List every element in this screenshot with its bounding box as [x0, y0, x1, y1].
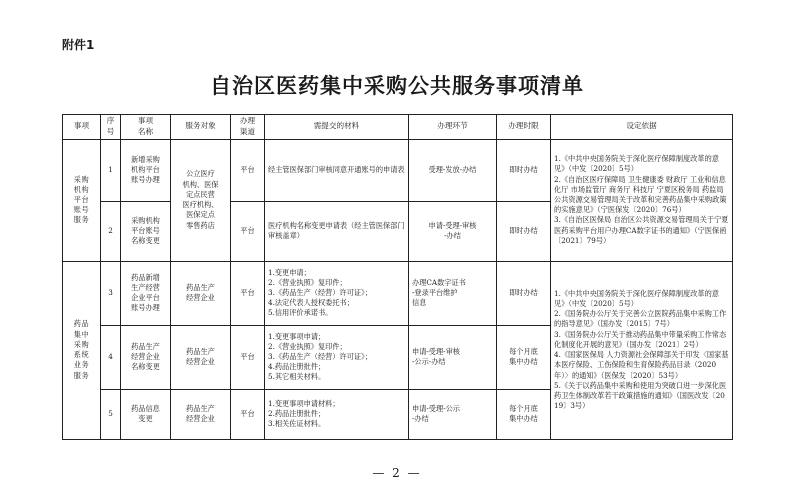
process-cell: 申请-受理-审核 -办结: [409, 201, 497, 261]
materials-cell: [265, 261, 409, 325]
material-item: 1.变更事项申请材料；: [268, 398, 340, 408]
materials-cell: [265, 325, 409, 389]
col-header-process: 办理环节: [409, 115, 497, 140]
material-item: 2.《营业执照》复印件；: [268, 277, 347, 287]
table-header-row: [63, 115, 733, 140]
material-item: 1.变更事项申请；: [268, 331, 326, 341]
material-item: 3.《药品生产（经营）许可证》；: [268, 287, 372, 297]
material-item: 经主管医保部门审核同意开通账号的申请表: [268, 164, 405, 174]
legal-basis-cell: [551, 261, 733, 439]
item-name-cell: 药品信息 变更: [121, 389, 171, 439]
basis-item: 1.《中共中央国务院关于深化医疗保障制度改革的意见》（中发〔2020〕5号）: [554, 288, 719, 308]
seq-cell: 5: [101, 389, 121, 439]
channel-cell: 平台: [231, 325, 265, 389]
attachment-label: 附件1: [62, 38, 95, 52]
channel-cell: 平台: [231, 139, 265, 201]
item-name-cell: 新增采购 机构平台 账号办理: [121, 139, 171, 201]
materials-cell: [265, 389, 409, 439]
time-limit-cell: 即时办结: [497, 139, 551, 201]
time-limit-cell: 即时办结: [497, 261, 551, 325]
seq-cell: 2: [101, 201, 121, 261]
material-item: 2.《营业执照》复印件；: [268, 341, 347, 351]
channel-cell: 平台: [231, 389, 265, 439]
basis-item: 3.《自治区医保局 自治区公共资源交易管理局关于宁夏医药采购平台用户办理CA数字证书的通知》（宁医保函〔2021〕79号）: [554, 215, 729, 245]
material-item: 1.变更申请；: [268, 267, 311, 277]
col-header-materials: 需提交的材料: [265, 115, 409, 140]
material-item: 3.相关佐证材料。: [268, 419, 326, 429]
col-header-time: 办理时限: [497, 115, 551, 140]
item-name-cell: 药品生产 经营企业 名称变更: [121, 325, 171, 389]
category-cell: 采购 机构 平台 账号 服务: [63, 139, 101, 261]
legal-basis-cell: [551, 139, 733, 261]
item-name-cell: 采购机构 平台账号 名称变更: [121, 201, 171, 261]
seq-cell: 3: [101, 261, 121, 325]
process-cell: 申请-受理-公示 -办结: [409, 389, 497, 439]
material-item: 5.信用评价承诺书。: [268, 308, 333, 318]
table-row: [63, 261, 733, 325]
material-item: 4.药品注册批件；: [268, 362, 326, 372]
col-header-basis: 设定依据: [551, 115, 733, 140]
basis-item: 5.《关于以药品集中采购和使用为突破口进一步深化医药卫生体制改革若干政策措施的通知》（国医改发〔2019〕3号）: [554, 380, 727, 411]
process-cell: 申请-受理-审核 -公示-办结: [409, 325, 497, 389]
process-cell: 受理-发放-办结: [409, 139, 497, 201]
material-item: 4.法定代表人授权委托书；: [268, 298, 354, 308]
material-item: 3.《药品生产（经营）许可证》；: [268, 351, 372, 361]
basis-item: 2.《自治区医疗保障局 卫生健康委 财政厅 工业和信息化厅 市场监管厅 商务厅 科技厅 宁夏区税务局 药监局 公共资源交易管理局关于改革和完善药品集中采购政策的实施意见》（宁医保发〔2020〕76号）: [554, 174, 727, 215]
basis-item: 1.《中共中央国务院关于深化医疗保障制度改革的意见》（中发〔2020〕5号）: [554, 154, 719, 174]
page-number: — 2 —: [372, 466, 422, 480]
service-target-cell: 药品生产 经营企业: [171, 389, 231, 439]
page-title: 自治区医药集中采购公共服务事项清单: [210, 73, 584, 98]
time-limit-cell: 每个月底 集中办结: [497, 389, 551, 439]
basis-item: 3.《国务院办公厅关于推动药品集中带量采购工作常态化制度化开展的意见》（国办发〔2021〕2号）: [554, 329, 727, 349]
materials-cell: [265, 139, 409, 201]
service-target-cell: 药品生产 经营企业: [171, 261, 231, 325]
service-target-cell: 药品生产 经营企业: [171, 325, 231, 389]
process-cell: 办理CA数字证书 -登录平台维护 信息: [409, 261, 497, 325]
col-header-seq: 序 号: [101, 115, 121, 140]
category-cell: 药品 集中 采购 系统 业务 服务: [63, 261, 101, 439]
col-header-category: 事项: [63, 115, 101, 140]
col-header-target: 服务对象: [171, 115, 231, 140]
material-item: 5.其它相关材料。: [268, 372, 326, 382]
service-target-cell: 公立医疗 机构、医保 定点民营 医疗机构、 医保定点 零售药店: [171, 139, 231, 261]
basis-item: 4.《国家医保局 人力资源社会保障部关于印发〈国家基本医疗保险、工伤保险和生育保险药品目录（2020年）〉的通知》（医保发〔2020〕53号）: [554, 350, 729, 380]
materials-cell: [265, 201, 409, 261]
seq-cell: 4: [101, 325, 121, 389]
col-header-channel: 办理 渠道: [231, 115, 265, 140]
time-limit-cell: 即时办结: [497, 201, 551, 261]
seq-cell: 1: [101, 139, 121, 201]
material-item: 2.药品注册批件；: [268, 408, 326, 418]
table-row: [63, 139, 733, 201]
col-header-name: 事项 名称: [121, 115, 171, 140]
service-items-table: [62, 114, 733, 440]
basis-item: 2.《国务院办公厅关于完善公立医院药品集中采购工作的指导意见》（国办发〔2015〕7号）: [554, 309, 727, 329]
item-name-cell: 药品新增 生产经营 企业平台 账号办理: [121, 261, 171, 325]
channel-cell: 平台: [231, 201, 265, 261]
channel-cell: 平台: [231, 261, 265, 325]
time-limit-cell: 每个月底 集中办结: [497, 325, 551, 389]
material-item: 医疗机构名称变更申请表（经主管医保部门审核盖章）: [268, 220, 405, 241]
